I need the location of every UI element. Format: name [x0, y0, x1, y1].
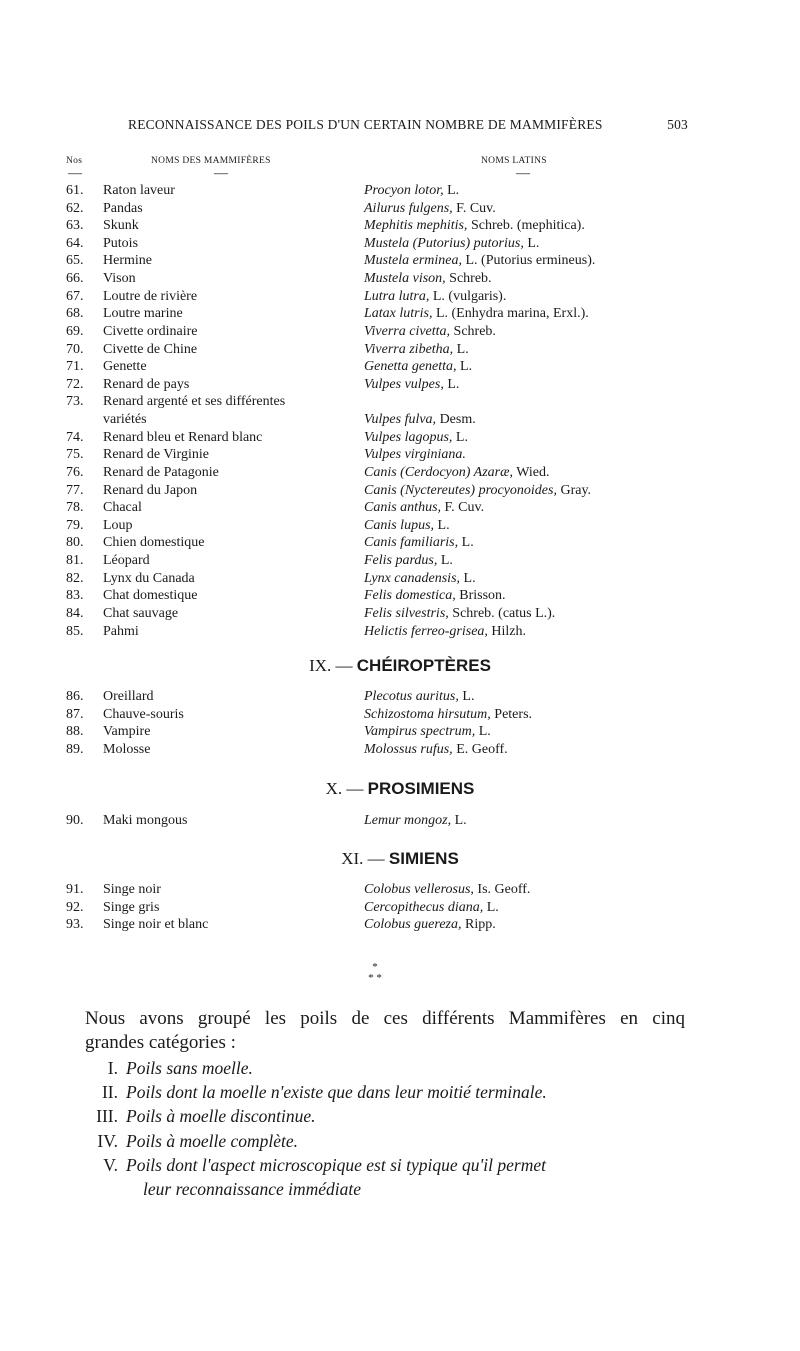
category-numeral: I.: [107, 1058, 118, 1078]
common-name: Pandas: [103, 200, 143, 216]
table-row: [0, 305, 800, 323]
row-number: 79.: [66, 517, 84, 533]
category-text: Poils à moelle discontinue.: [126, 1106, 316, 1127]
row-number: 69.: [66, 323, 84, 339]
category-numeral: IV.: [97, 1130, 118, 1151]
latin-name: Vulpes vulpes, L.: [364, 376, 460, 392]
latin-name: Viverra civetta, Schreb.: [364, 323, 496, 339]
table-row: [0, 605, 800, 623]
row-number: 85.: [66, 623, 84, 639]
common-name: Raton laveur: [103, 183, 175, 198]
category-item: [84, 1153, 546, 1177]
common-name: Singe noir et blanc: [103, 917, 209, 933]
table-row: [0, 741, 800, 759]
row-number: 75.: [66, 447, 84, 463]
latin-name: Molossus rufus, E. Geoff.: [364, 742, 508, 758]
author-citation: L.: [452, 429, 468, 445]
page-header-title: RECONNAISSANCE DES POILS D'UN CERTAIN NOMBRE DE MAMMIFÈRES: [128, 117, 603, 132]
common-name: Genette: [103, 359, 147, 375]
row-number: 80.: [66, 535, 84, 551]
table-row: [0, 587, 800, 605]
table-row: [0, 393, 800, 411]
common-name: Singe gris: [103, 899, 160, 915]
latin-name: Felis silvestris, Schreb. (catus L.).: [364, 605, 556, 621]
author-citation: L. (vulgaris).: [429, 288, 507, 304]
category-item: [84, 1129, 298, 1153]
common-name: Oreillard: [103, 689, 154, 704]
author-citation: L.: [453, 341, 469, 357]
common-name: Loutre marine: [103, 306, 183, 322]
row-number: 73.: [66, 394, 84, 410]
row-number: 65.: [66, 253, 84, 269]
common-name: Maki mongous: [103, 813, 188, 828]
latin-name: Lutra lutra, L. (vulgaris).: [364, 288, 507, 304]
author-citation: L.: [475, 724, 491, 740]
page-number: 503: [667, 117, 688, 132]
author-citation: F. Cuv.: [452, 200, 496, 216]
latin-name: Lemur mongoz, L.: [364, 813, 467, 828]
section-heading-prosimiens: X. — PROSIMIENS: [325, 779, 475, 798]
common-name: Loup: [103, 517, 133, 533]
table-row: [0, 881, 800, 899]
author-citation: Brisson.: [455, 588, 506, 604]
row-number: 63.: [66, 218, 84, 234]
latin-name: Vulpes fulva, Desm.: [364, 412, 476, 428]
category-numeral: III.: [96, 1106, 118, 1127]
common-name: Skunk: [103, 218, 139, 234]
table-row: [0, 446, 800, 464]
row-number: 68.: [66, 306, 84, 322]
latin-name: Mustela (Putorius) putorius, L.: [364, 235, 540, 251]
latin-name: Schizostoma hirsutum, Peters.: [364, 706, 533, 722]
common-name: Lynx du Canada: [103, 570, 195, 586]
row-number: 72.: [66, 376, 84, 392]
category-item: [84, 1056, 253, 1080]
table-row: [0, 288, 800, 306]
common-name: Putois: [103, 235, 139, 251]
table-row: [0, 376, 800, 394]
latin-name: Plecotus auritus, L.: [364, 689, 475, 704]
row-number: 82.: [66, 570, 84, 586]
common-name: Renard de Virginie: [103, 447, 209, 463]
column-header-latin-names: NOMS LATINS: [481, 156, 547, 166]
category-text: Poils dont l'aspect microscopique est si typique qu'il permet: [126, 1154, 546, 1175]
row-number: 62.: [66, 200, 84, 216]
latin-name: Felis pardus, L.: [364, 553, 453, 569]
table-row: [0, 899, 800, 917]
latin-name: Ailurus fulgens, F. Cuv.: [364, 200, 496, 216]
author-citation: F. Cuv.: [441, 500, 485, 516]
author-citation: L.: [443, 183, 460, 198]
author-citation: Schreb.: [445, 271, 492, 287]
latin-name: Vampirus spectrum, L.: [364, 724, 491, 740]
common-name: Hermine: [103, 253, 152, 269]
row-number: 93.: [66, 917, 84, 933]
common-name: Civette de Chine: [103, 341, 198, 357]
common-name: Renard de pays: [103, 376, 190, 392]
paragraph-line-1: Nous avons groupé les poils de ces différents Mammifères en cinq: [85, 1008, 685, 1029]
common-name: Renard argenté et ses différentes: [103, 394, 286, 410]
row-number: 91.: [66, 882, 84, 897]
author-citation: L.: [460, 570, 476, 586]
latin-name: Cercopithecus diana, L.: [364, 899, 499, 915]
author-citation: L.: [451, 813, 467, 828]
category-item: [84, 1080, 547, 1104]
latin-name: Vulpes lagopus, L.: [364, 429, 468, 445]
category-text: leur reconnaissance immédiate: [143, 1179, 362, 1199]
common-name: Vison: [103, 271, 136, 287]
category-text: Poils dont la moelle n'existe que dans leur moitié terminale.: [126, 1082, 547, 1103]
latin-name: Colobus guereza, Ripp.: [364, 917, 496, 933]
common-name: Vampire: [103, 724, 151, 740]
common-name: Léopard: [103, 553, 150, 569]
column-header-common-names: NOMS DES MAMMIFÈRES: [151, 156, 271, 166]
table-row: [0, 323, 800, 341]
author-citation: Schreb. (catus L.).: [448, 605, 556, 621]
category-item: [143, 1177, 361, 1201]
table-row: [0, 812, 800, 830]
row-number: 90.: [66, 813, 84, 828]
table-row: [0, 706, 800, 724]
author-citation: Schreb.: [450, 323, 496, 339]
common-name: Civette ordinaire: [103, 323, 198, 339]
category-numeral: II.: [101, 1082, 118, 1103]
latin-name: Canis familiaris, L.: [364, 535, 474, 551]
table-row: [0, 182, 800, 200]
table-row: [0, 217, 800, 235]
author-citation: Desm.: [436, 412, 476, 428]
table-row: [0, 200, 800, 218]
row-number: 61.: [66, 183, 84, 198]
category-text: Poils à moelle complète.: [126, 1130, 299, 1151]
author-citation: Gray.: [556, 482, 592, 498]
row-number: 81.: [66, 553, 84, 569]
table-row: [0, 534, 800, 552]
row-number: 89.: [66, 742, 84, 758]
common-name: Renard de Patagonie: [103, 464, 219, 480]
common-name: Pahmi: [103, 623, 139, 639]
latin-name: Canis anthus, F. Cuv.: [364, 500, 485, 516]
common-name: Molosse: [103, 742, 151, 758]
row-number: 66.: [66, 271, 84, 287]
row-number: 92.: [66, 899, 84, 915]
latin-name: Colobus vellerosus, Is. Geoff.: [364, 882, 531, 897]
author-citation: Wied.: [512, 464, 550, 480]
author-citation: L. (Putorius ermineus).: [461, 253, 596, 269]
common-name: Singe noir: [103, 882, 161, 897]
author-citation: Hilzh.: [487, 623, 527, 639]
common-name: Chat domestique: [103, 588, 198, 604]
latin-name: Vulpes virginiana.: [364, 447, 466, 463]
table-row: [0, 464, 800, 482]
author-citation: L.: [456, 359, 473, 375]
table-row: [0, 499, 800, 517]
table-row: [0, 482, 800, 500]
common-name: Loutre de rivière: [103, 288, 198, 304]
row-number: 88.: [66, 724, 84, 740]
latin-name: Helictis ferreo-grisea, Hilzh.: [364, 623, 527, 639]
row-number: 77.: [66, 482, 84, 498]
latin-name: Genetta genetta, L.: [364, 359, 473, 375]
row-number: 67.: [66, 288, 84, 304]
row-number: 64.: [66, 235, 84, 251]
author-citation: L. (Enhydra marina, Erxl.).: [432, 306, 589, 322]
table-row: [0, 429, 800, 447]
row-number: 70.: [66, 341, 84, 357]
common-name: Renard bleu et Renard blanc: [103, 429, 263, 445]
section-heading-cheiropteres: IX. — CHÉIROPTÈRES: [309, 656, 491, 675]
common-name: Chat sauvage: [103, 605, 179, 621]
table-row: [0, 235, 800, 253]
table-row: [0, 623, 800, 641]
author-citation: L.: [458, 535, 474, 551]
table-row: [0, 252, 800, 270]
latin-name: Felis domestica, Brisson.: [364, 588, 506, 604]
asterism-divider: * * *: [368, 961, 382, 984]
column-rule-number: —: [68, 166, 82, 181]
common-name: Chacal: [103, 500, 142, 516]
row-number: 74.: [66, 429, 84, 445]
table-row: [0, 570, 800, 588]
latin-name: Mustela vison, Schreb.: [364, 271, 492, 287]
common-name: Renard du Japon: [103, 482, 198, 498]
latin-name: Viverra zibetha, L.: [364, 341, 469, 357]
author-citation: Ripp.: [461, 917, 496, 933]
author-citation: Is. Geoff.: [473, 882, 531, 897]
latin-name: Mephitis mephitis, Schreb. (mephitica).: [364, 218, 585, 234]
body-paragraph: [85, 1007, 685, 1055]
column-rule-common: —: [214, 166, 228, 181]
row-number: 71.: [66, 359, 84, 375]
author-citation: Peters.: [490, 706, 533, 722]
table-row: [0, 270, 800, 288]
row-number: 87.: [66, 706, 84, 722]
common-name: variétés: [103, 412, 147, 428]
latin-name: Canis lupus, L.: [364, 517, 450, 533]
common-name: Chien domestique: [103, 535, 205, 551]
latin-name: Lynx canadensis, L.: [364, 570, 476, 586]
table-row: [0, 916, 800, 934]
category-item: [84, 1104, 316, 1128]
column-header-number: Nos: [66, 156, 83, 166]
latin-name: Procyon lotor, L.: [364, 183, 460, 198]
author-citation: Schreb. (mephitica).: [467, 218, 585, 234]
column-rule-latin: —: [516, 166, 530, 181]
row-number: 84.: [66, 605, 84, 621]
category-text: Poils sans moelle.: [126, 1058, 253, 1078]
table-row: [0, 411, 800, 429]
author-citation: L.: [523, 235, 540, 251]
author-citation: E. Geoff.: [452, 742, 508, 758]
category-numeral: V.: [103, 1154, 118, 1175]
table-row: [0, 358, 800, 376]
author-citation: L.: [437, 553, 453, 569]
table-row: [0, 552, 800, 570]
latin-name: Latax lutris, L. (Enhydra marina, Erxl.).: [364, 306, 589, 322]
table-row: [0, 723, 800, 741]
row-number: 78.: [66, 500, 84, 516]
author-citation: L.: [434, 517, 450, 533]
latin-name: Canis (Cerdocyon) Azaræ, Wied.: [364, 464, 550, 480]
author-citation: L.: [443, 376, 460, 392]
table-row: [0, 688, 800, 706]
row-number: 86.: [66, 689, 84, 704]
table-row: [0, 341, 800, 359]
author-citation: L.: [483, 899, 499, 915]
table-row: [0, 517, 800, 535]
row-number: 83.: [66, 588, 84, 604]
latin-name: Canis (Nyctereutes) procyonoides, Gray.: [364, 482, 592, 498]
section-heading-simiens: XI. — SIMIENS: [341, 849, 459, 868]
author-citation: L.: [458, 689, 475, 704]
row-number: 76.: [66, 464, 84, 480]
common-name: Chauve-souris: [103, 706, 184, 722]
latin-name: Mustela erminea, L. (Putorius ermineus).: [364, 253, 596, 269]
paragraph-line-2: grandes catégories :: [85, 1032, 236, 1053]
